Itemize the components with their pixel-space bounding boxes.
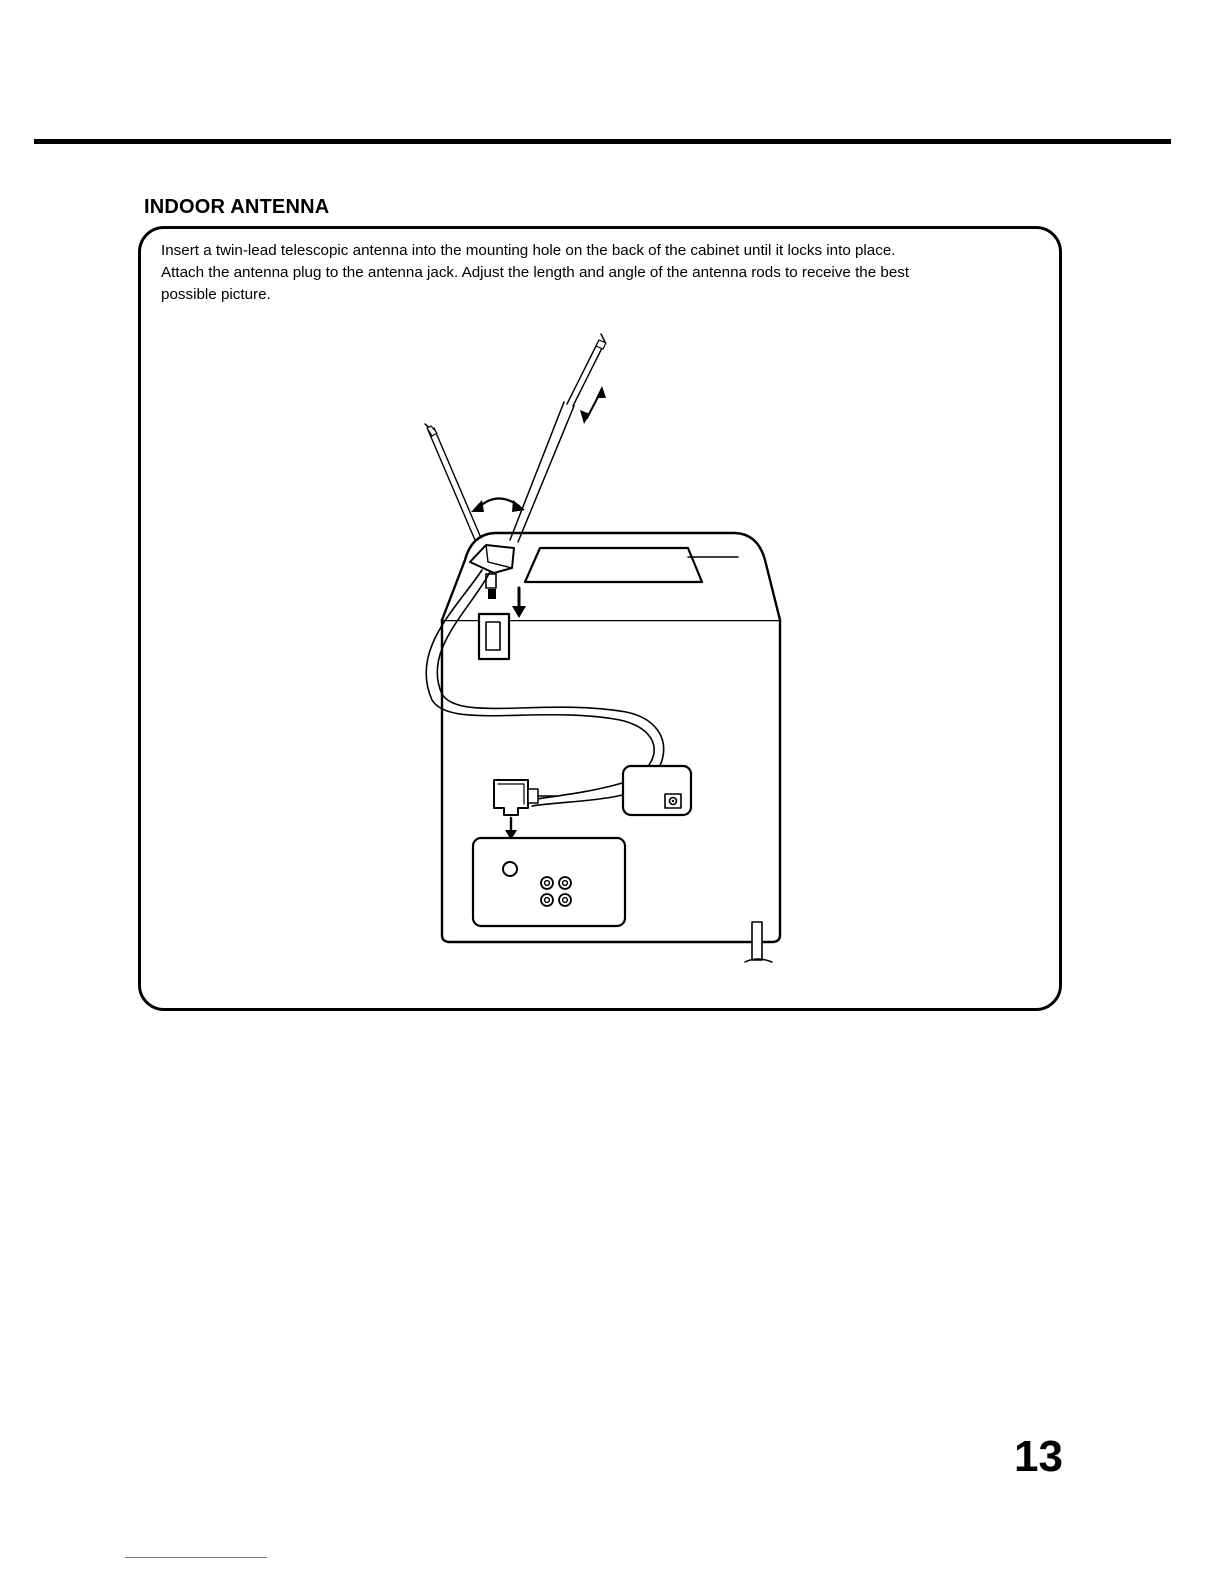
- instruction-line: Insert a twin-lead telescopic antenna into the mounting hole on the back of the cabinet until it locks into place.: [161, 242, 896, 259]
- length-adjust-arrow-icon: [580, 386, 606, 424]
- section-title: INDOOR ANTENNA: [144, 196, 330, 218]
- antenna-jack-plate: [623, 766, 691, 815]
- page-number: 13: [1014, 1432, 1063, 1481]
- instructions-text: [161, 240, 1061, 306]
- footer-rule: [125, 1557, 267, 1558]
- angle-adjust-arrow-icon: [471, 498, 525, 512]
- instruction-line: possible picture.: [161, 286, 271, 303]
- antenna-illustration: [400, 325, 800, 975]
- av-jack-panel: [473, 838, 625, 926]
- header-rule: [34, 139, 1171, 144]
- instruction-line: Attach the antenna plug to the antenna jack. Adjust the length and angle of the antenna rods to receive the best: [161, 264, 910, 281]
- mounting-hole: [479, 614, 509, 659]
